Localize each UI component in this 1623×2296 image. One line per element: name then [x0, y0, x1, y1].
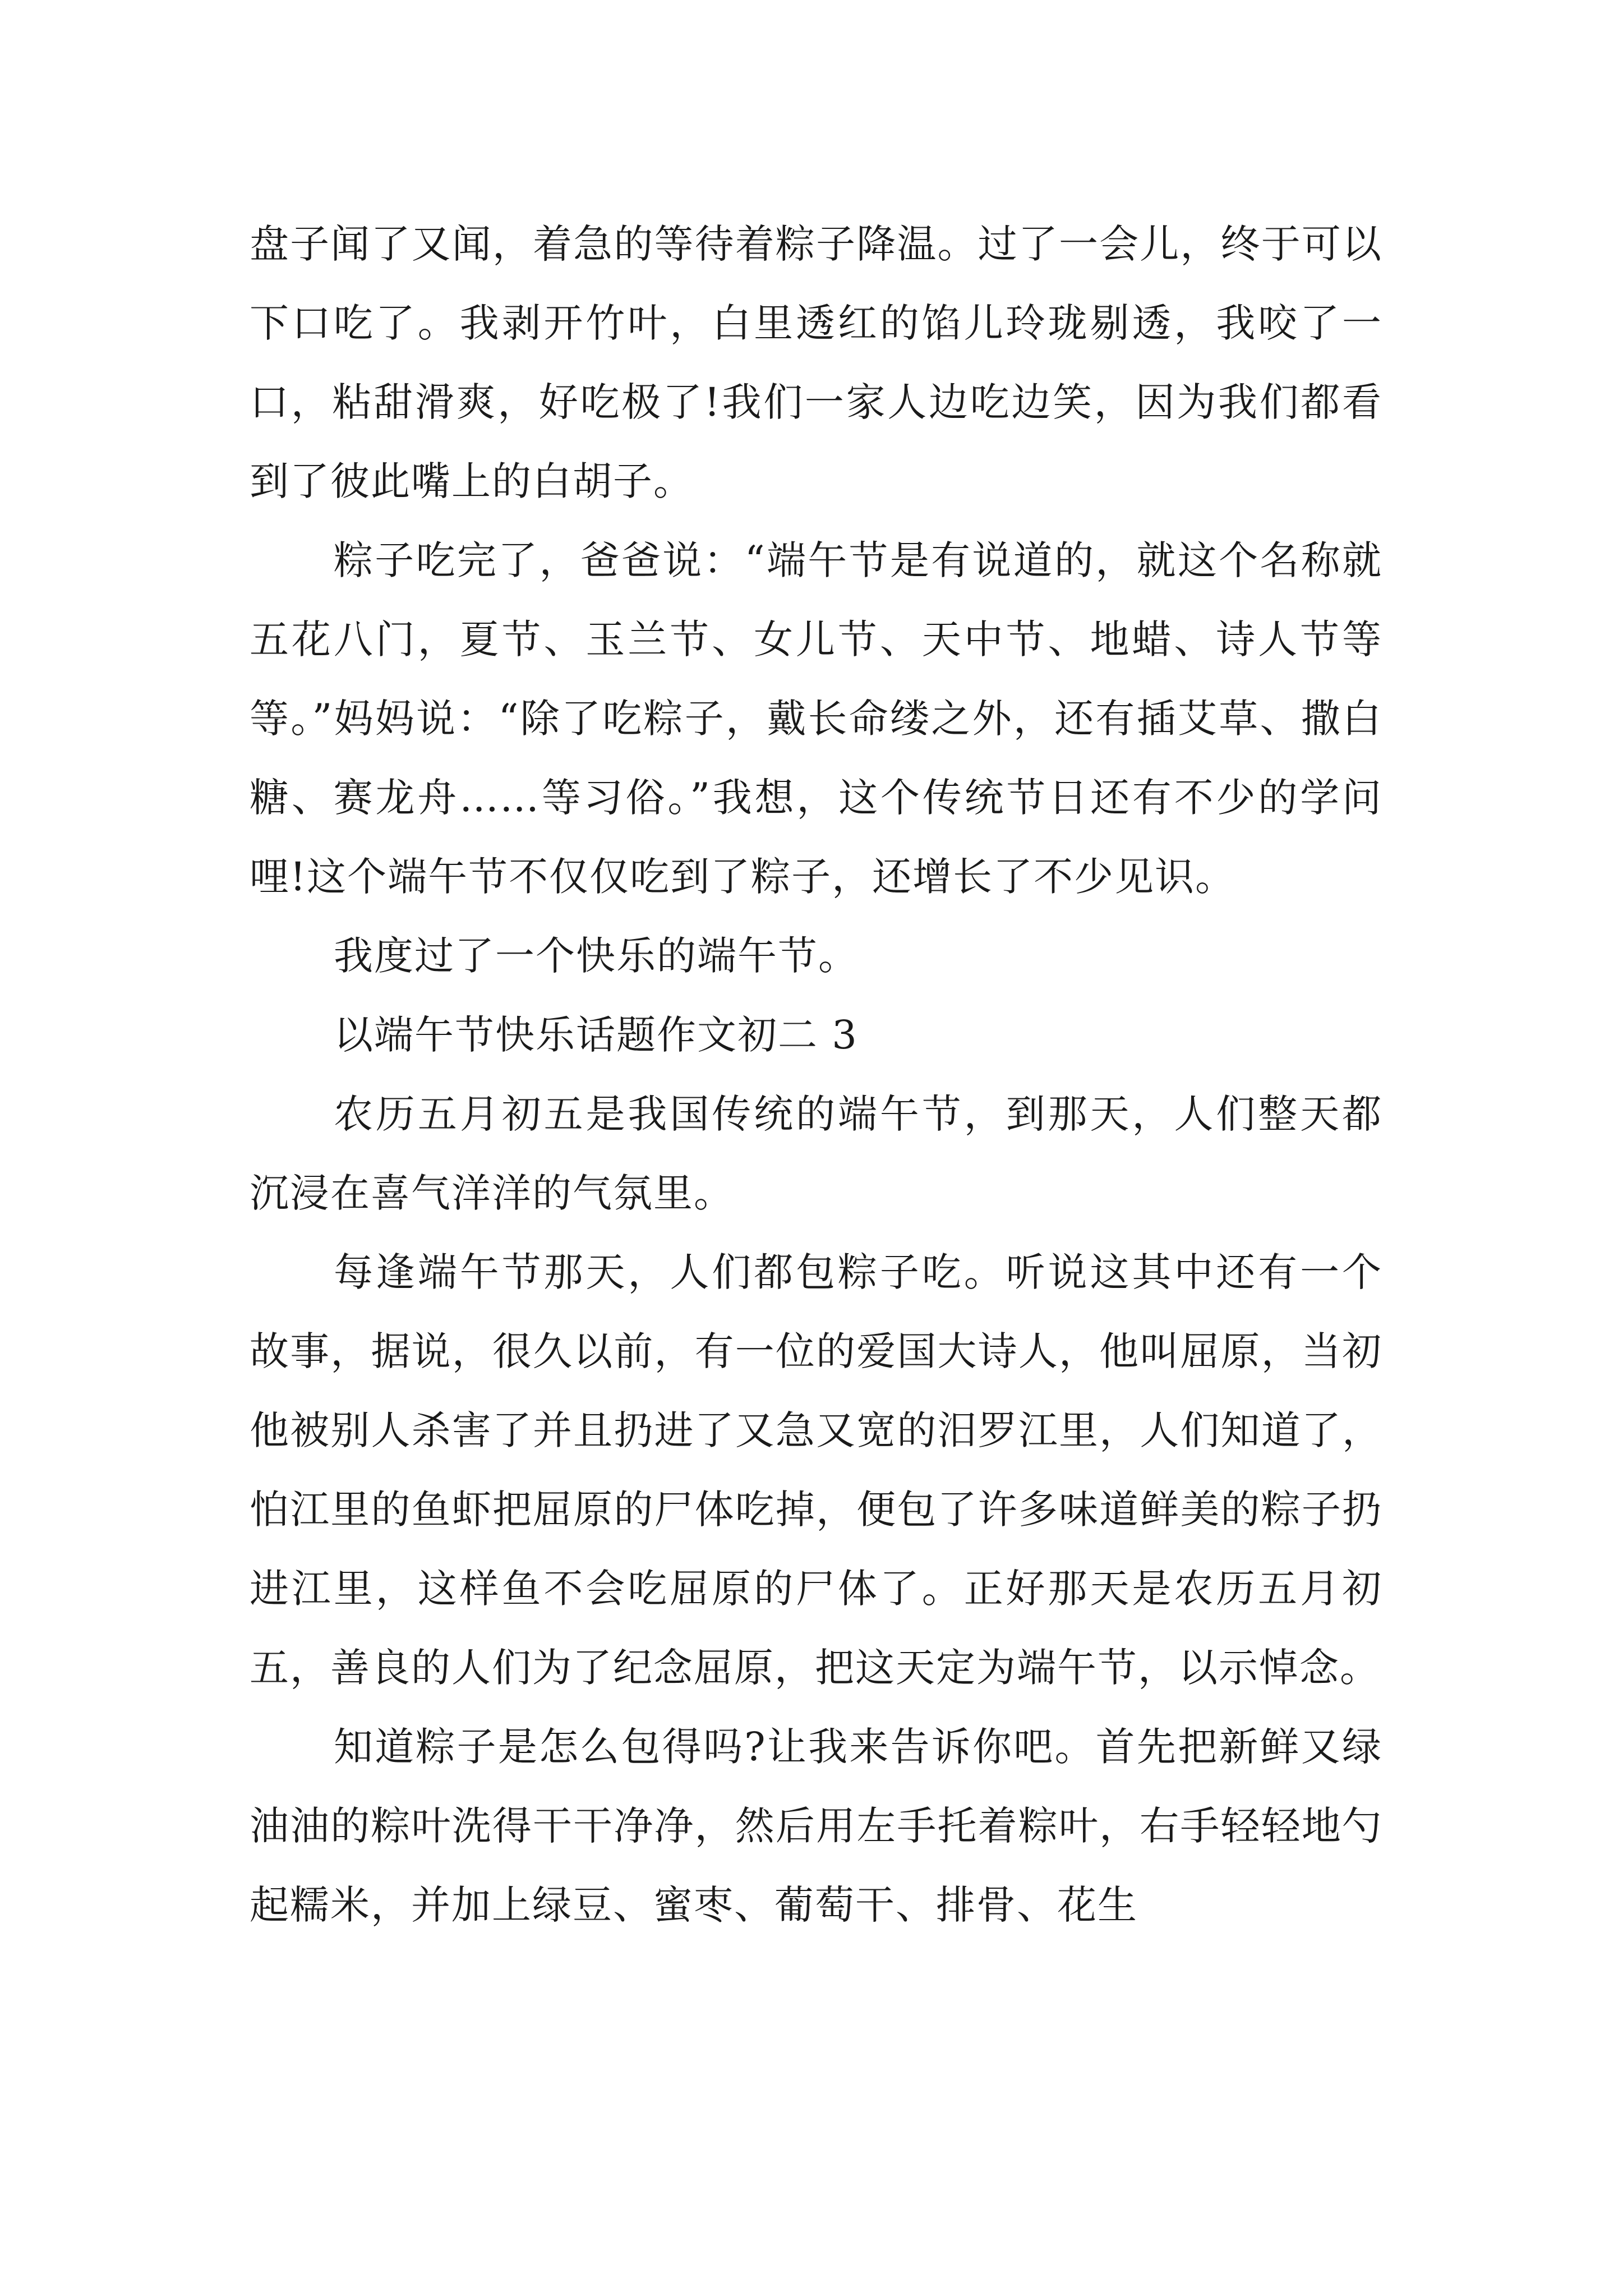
paragraph-intro: 农历五月初五是我国传统的端午节，到那天，人们整天都沉浸在喜气洋洋的气氛里。 [250, 1091, 1382, 1216]
paragraph-making-zongzi: 知道粽子是怎么包得吗?让我来告诉你吧。首先把新鲜又绿油油的粽叶洗得干干净净，然后用左手托着粽叶，右手轻轻地勺起糯米，并加上绿豆、蜜枣、葡萄干、排骨、花生 [250, 1724, 1382, 1928]
essay-heading: 以端午节快乐话题作文初二 3 [334, 1012, 858, 1058]
paragraph-happy-festival: 我度过了一个快乐的端午节。 [334, 933, 859, 979]
paragraph-continuation: 盘子闻了又闻，着急的等待着粽子降温。过了一会儿，终于可以下口吃了。我剥开竹叶，白里透红的馅儿玲珑剔透，我咬了一口，粘甜滑爽，好吃极了!我们一家人边吃边笑，因为我们都看到了彼此嘴上的白胡子。 [250, 221, 1382, 504]
paragraph-qu-yuan-story: 每逢端午节那天，人们都包粽子吃。听说这其中还有一个故事，据说，很久以前，有一位的爱国大诗人，他叫屈原，当初他被别人杀害了并且扔进了又急又宽的汨罗江里，人们知道了，怕江里的鱼虾把屈原的尸体吃掉，便包了许多味道鲜美的粽子扔进江里，这样鱼不会吃屈原的尸体了。正好那天是农历五月初五，善良的人们为了纪念屈原，把这天定为端午节，以示悼念。 [250, 1249, 1382, 1691]
paragraph-dragon-boat-names: 粽子吃完了，爸爸说：“端午节是有说道的，就这个名称就五花八门，夏节、玉兰节、女儿节、天中节、地蜡、诗人节等等。”妈妈说：“除了吃粽子，戴长命缕之外，还有插艾草、撒白糖、赛龙舟……等习俗。”我想，这个传统节日还有不少的学问哩!这个端午节不仅仅吃到了粽子，还增长了不少见识。 [250, 537, 1382, 900]
document-body [250, 205, 1382, 1945]
